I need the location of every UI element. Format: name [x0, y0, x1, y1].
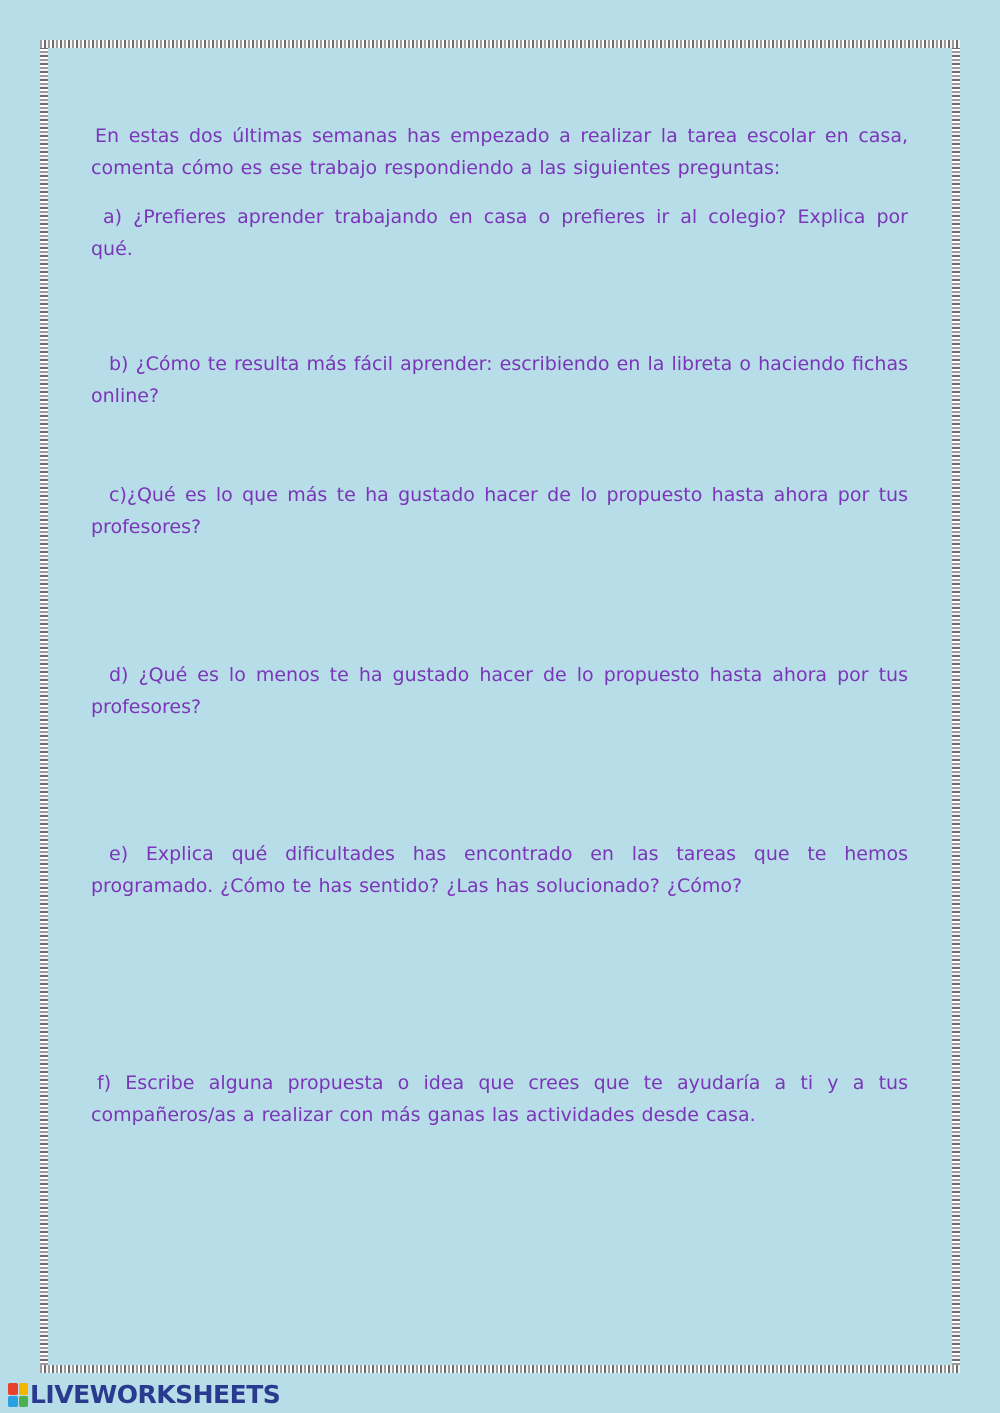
- liveworksheets-logo-icon: [8, 1383, 28, 1407]
- question-b: b) ¿Cómo te resulta más fácil aprender: escribiendo en la libreta o haciendo fichas online?: [91, 353, 908, 407]
- question-e: e) Explica qué dificultades has encontrado en las tareas que te hemos programado. ¿Cómo te has sentido? ¿Las has solucionado? ¿Cómo?: [91, 843, 908, 897]
- question-d: d) ¿Qué es lo menos te ha gustado hacer de lo propuesto hasta ahora por tus profesores?: [91, 664, 908, 718]
- question-a: a) ¿Prefieres aprender trabajando en casa o prefieres ir al colegio? Explica por qué.: [91, 206, 908, 260]
- question-c: c)¿Qué es lo que más te ha gustado hacer de lo propuesto hasta ahora por tus profesores?: [91, 484, 908, 538]
- intro-text: En estas dos últimas semanas has empezado a realizar la tarea escolar en casa, comenta cómo es ese trabajo respondiendo a las siguientes preguntas:: [91, 125, 908, 179]
- liveworksheets-logo-text: LIVEWORKSHEETS: [30, 1380, 281, 1409]
- question-f: f) Escribe alguna propuesta o idea que crees que te ayudaría a ti y a tus compañeros/as a realizar con más ganas las actividades desde casa.: [91, 1072, 908, 1126]
- liveworksheets-logo: [8, 1380, 280, 1410]
